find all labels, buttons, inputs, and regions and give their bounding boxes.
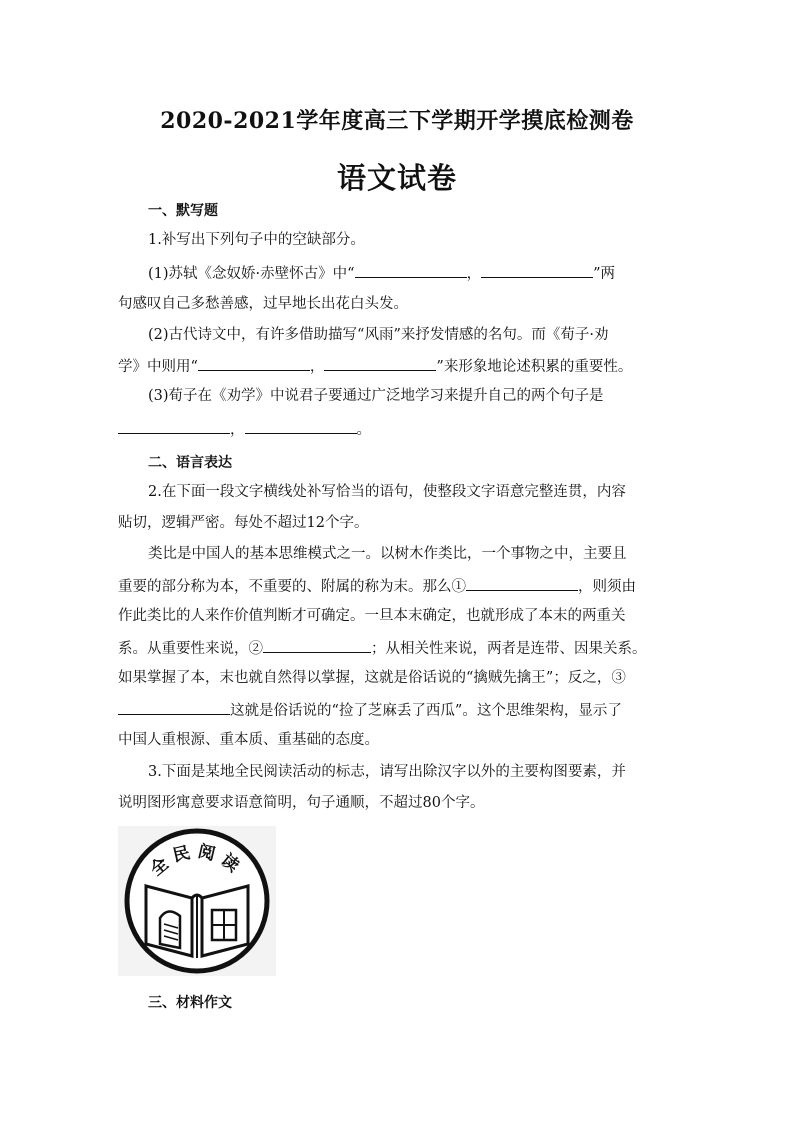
answer-blank[interactable] bbox=[324, 355, 436, 371]
q2-line1: 2.在下面一段文字横线处补写恰当的语句，使整段文字语意完整连贯，内容 bbox=[148, 484, 626, 500]
q1-sub2-post: ”来形象地论述积累的重要性。 bbox=[436, 359, 633, 375]
q1-sub3-line2 bbox=[118, 418, 678, 440]
q1-sub3-end: 。 bbox=[356, 422, 371, 438]
q1-sub1-line1 bbox=[148, 262, 708, 284]
q1-sub1-pre: (1)苏轼《念奴娇·赤壁怀古》中“ bbox=[148, 266, 355, 282]
answer-blank[interactable] bbox=[466, 575, 578, 591]
section-heading-1: 一、默写题 bbox=[148, 203, 218, 219]
q2-para-line5: 如果掌握了本，末也就自然得以掌握，这就是俗话说的“擒贼先擒王”；反之，③ bbox=[118, 670, 626, 686]
q2-para4-pre: 系。从重要性来说，② bbox=[118, 641, 263, 657]
logo-text: 全民阅读 bbox=[146, 841, 248, 881]
open-book-logo-icon bbox=[118, 826, 276, 976]
q2-para-line4 bbox=[118, 637, 678, 659]
q3-line1: 3.下面是某地全民阅读活动的标志，请写出除汉字以外的主要构图要素，并 bbox=[148, 764, 626, 780]
q2-para2-text: 重要的部分称为本，不重要的、附属的称为末。那么① bbox=[118, 579, 466, 595]
q2-para-line3: 作此类比的人来作价值判断才可确定。一旦本末确定，也就形成了本末的两重关 bbox=[118, 608, 626, 624]
q2-para2-post: ，则须由 bbox=[578, 579, 636, 595]
q1-sub2-pre: 学》中则用“ bbox=[118, 359, 198, 375]
exam-subtitle: 语文试卷 bbox=[336, 161, 457, 195]
q2-para4-post: ；从相关性来说，两者是连带、因果关系。 bbox=[371, 641, 647, 657]
q1-sub2-sep: ， bbox=[309, 359, 325, 375]
q2-para-line7: 中国人重根源、重本质、重基础的态度。 bbox=[118, 732, 379, 748]
answer-blank[interactable] bbox=[481, 262, 593, 278]
answer-blank[interactable] bbox=[245, 418, 357, 434]
q1-sub2-line1: (2)古代诗文中，有许多借助描写“风雨”来抒发情感的名句。而《荀子·劝 bbox=[148, 327, 609, 343]
answer-blank[interactable] bbox=[198, 355, 310, 371]
q1-sub1-line2: 句感叹自己多愁善感，过早地长出花白头发。 bbox=[118, 296, 408, 312]
q2-para-line2 bbox=[118, 575, 678, 597]
answer-blank[interactable] bbox=[263, 637, 371, 653]
section-heading-2: 二、语言表达 bbox=[148, 455, 232, 471]
q1-sub3-sep: ， bbox=[230, 422, 245, 438]
q2-line2: 贴切，逻辑严密。每处不超过12个字。 bbox=[118, 515, 369, 531]
section-heading-3: 三、材料作文 bbox=[148, 995, 232, 1011]
q2-para-line1: 类比是中国人的基本思维模式之一。以树木作类比，一个事物之中，主要且 bbox=[148, 546, 627, 562]
q1-sub3-line1: (3)荀子在《劝学》中说君子要通过广泛地学习来提升自己的两个句子是 bbox=[148, 388, 604, 404]
answer-blank[interactable] bbox=[118, 699, 230, 715]
q3-line2: 说明图形寓意要求语意简明，句子通顺，不超过80个字。 bbox=[118, 795, 485, 811]
q1-stem: 1.补写出下列句子中的空缺部分。 bbox=[148, 232, 365, 248]
answer-blank[interactable] bbox=[118, 418, 230, 434]
q1-sub1-sep: ， bbox=[466, 266, 482, 282]
q2-para6-post: 这就是俗话说的“捡了芝麻丢了西瓜”。这个思维架构，显示了 bbox=[230, 703, 622, 719]
reading-logo bbox=[118, 826, 276, 976]
exam-title: 2020-2021学年度高三下学期开学摸底检测卷 bbox=[160, 108, 634, 134]
q1-sub2-line2 bbox=[118, 355, 678, 377]
q2-para-line6 bbox=[118, 699, 678, 721]
answer-blank[interactable] bbox=[355, 262, 467, 278]
q1-sub1-post: ”两 bbox=[593, 266, 615, 282]
